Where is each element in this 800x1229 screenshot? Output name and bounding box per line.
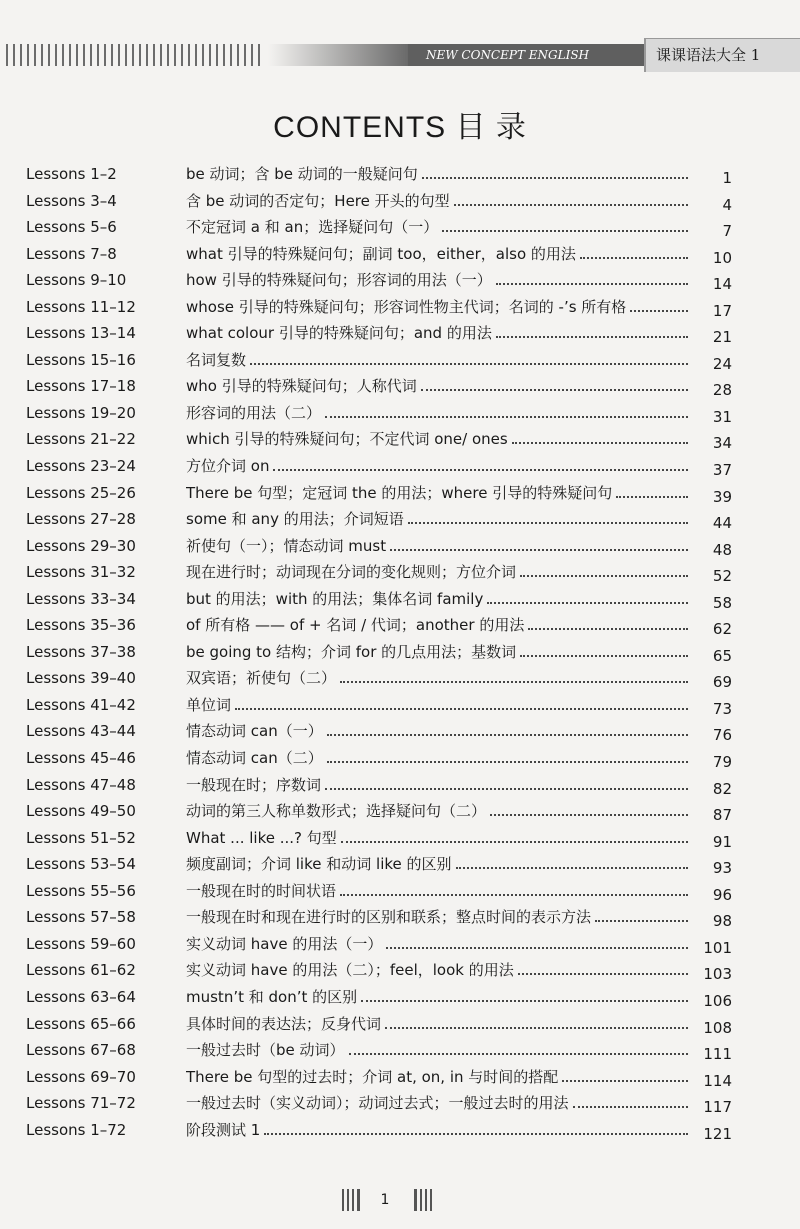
toc-entry: [0, 800, 800, 827]
dot-leader: [250, 349, 688, 365]
lesson-range: Lessons 43–44: [26, 722, 136, 741]
topic-line: [186, 614, 692, 636]
dot-leader: [630, 296, 688, 312]
topic-line: [186, 747, 692, 769]
topic-line: [186, 402, 692, 424]
page-number: 10: [712, 248, 732, 267]
lesson-range: Lessons 49–50: [26, 802, 136, 821]
toc-entry: [0, 747, 800, 774]
toc-entry: [0, 959, 800, 986]
topic-line: [186, 694, 692, 716]
lesson-range: Lessons 39–40: [26, 669, 136, 688]
topic-line: [186, 1092, 692, 1114]
topic-text: 不定冠词 a 和 an；选择疑问句（一）: [186, 218, 439, 237]
page-number: 24: [712, 354, 732, 373]
topic-line: [186, 1066, 692, 1088]
topic-text: 方位介词 on: [186, 457, 270, 476]
page-number: 58: [712, 593, 732, 612]
topic-text: What ... like ...? 句型: [186, 828, 337, 847]
topic-line: [186, 959, 692, 981]
toc-entry: [0, 455, 800, 482]
dot-leader: [454, 190, 688, 206]
dot-leader: [349, 1039, 688, 1055]
topic-text: 形容词的用法（二）: [186, 403, 322, 422]
lesson-range: Lessons 51–52: [26, 828, 136, 847]
toc-entry: [0, 243, 800, 270]
topic-text: some 和 any 的用法；介词短语: [186, 510, 404, 529]
dot-leader: [518, 959, 688, 975]
dot-leader: [264, 1119, 688, 1135]
toc-entry: [0, 933, 800, 960]
toc-entry: [0, 216, 800, 243]
topic-text: what 引导的特殊疑问句；副词 too，either，also 的用法: [186, 244, 576, 263]
topic-text: There be 句型的过去时；介词 at, on, in 与时间的搭配: [186, 1067, 559, 1086]
topic-line: [186, 190, 692, 212]
topic-line: [186, 853, 692, 875]
lesson-range: Lessons 71–72: [26, 1094, 136, 1113]
dot-leader: [361, 986, 688, 1002]
toc-entry: [0, 482, 800, 509]
toc-entry: [0, 986, 800, 1013]
lesson-range: Lessons 17–18: [26, 377, 136, 396]
dot-leader: [442, 216, 688, 232]
page-number: 21: [712, 328, 732, 347]
page-number: 101: [703, 938, 732, 957]
toc-entry: [0, 880, 800, 907]
topic-text: 情态动词 can（一）: [186, 722, 323, 741]
page-number: 31: [712, 407, 732, 426]
book-title-tab: 课课语法大全 1: [644, 38, 800, 72]
lesson-range: Lessons 37–38: [26, 642, 136, 661]
page-number: 121: [703, 1124, 732, 1143]
topic-line: [186, 428, 692, 450]
topic-line: [186, 163, 692, 185]
page-number: 62: [712, 620, 732, 639]
topic-text: whose 引导的特殊疑问句；形容词性物主代词；名词的 -’s 所有格: [186, 297, 627, 316]
page-number: 106: [703, 991, 732, 1010]
footer-page-number: 1: [380, 1192, 390, 1208]
toc-entry: [0, 322, 800, 349]
lesson-range: Lessons 57–58: [26, 908, 136, 927]
lesson-range: Lessons 31–32: [26, 563, 136, 582]
toc-entry: [0, 641, 800, 668]
page-number: 1: [722, 169, 732, 187]
topic-text: 情态动词 can（二）: [186, 749, 323, 768]
dot-leader: [340, 880, 688, 896]
dot-leader: [562, 1066, 688, 1082]
series-title: NEW CONCEPT ENGLISH: [408, 44, 644, 66]
dot-leader: [573, 1092, 688, 1108]
page-number: 4: [722, 195, 732, 214]
page-number: 79: [712, 753, 732, 772]
toc-entry: [0, 1039, 800, 1066]
toc-entry: [0, 827, 800, 854]
dot-leader: [496, 322, 688, 338]
dot-leader: [421, 375, 688, 391]
page-number: 76: [712, 726, 732, 745]
toc-entry: [0, 296, 800, 323]
lesson-range: Lessons 5–6: [26, 218, 117, 237]
toc-entry: [0, 1092, 800, 1119]
dot-leader: [487, 588, 688, 604]
lesson-range: Lessons 35–36: [26, 616, 136, 635]
lesson-range: Lessons 19–20: [26, 403, 136, 422]
dot-leader: [273, 455, 688, 471]
lesson-range: Lessons 27–28: [26, 510, 136, 529]
toc-entry: [0, 428, 800, 455]
topic-text: 阶段测试 1: [186, 1120, 261, 1139]
dot-leader: [325, 774, 688, 790]
page-number: 73: [712, 699, 732, 718]
dot-leader: [528, 614, 688, 630]
lesson-range: Lessons 25–26: [26, 483, 136, 502]
dot-leader: [327, 720, 688, 736]
topic-line: [186, 322, 692, 344]
page-number: 93: [712, 859, 732, 878]
table-of-contents: [0, 163, 800, 1145]
toc-entry: [0, 720, 800, 747]
dot-leader: [595, 906, 688, 922]
topic-text: 名词复数: [186, 350, 247, 369]
dot-leader: [520, 561, 688, 577]
dot-leader: [325, 402, 688, 418]
topic-line: [186, 880, 692, 902]
topic-text: 频度副词；介词 like 和动词 like 的区别: [186, 855, 452, 874]
page-number: 98: [712, 912, 732, 931]
toc-entry: [0, 535, 800, 562]
lesson-range: Lessons 67–68: [26, 1041, 136, 1060]
topic-line: [186, 906, 692, 928]
footer-bars-right: [414, 1189, 432, 1211]
dot-leader: [327, 747, 688, 763]
toc-entry: [0, 588, 800, 615]
dot-leader: [456, 853, 688, 869]
toc-entry: [0, 667, 800, 694]
lesson-range: Lessons 21–22: [26, 430, 136, 449]
lesson-range: Lessons 41–42: [26, 695, 136, 714]
lesson-range: Lessons 33–34: [26, 589, 136, 608]
lesson-range: Lessons 1–72: [26, 1120, 127, 1139]
lesson-range: Lessons 29–30: [26, 536, 136, 555]
toc-entry: [0, 269, 800, 296]
lesson-range: Lessons 15–16: [26, 350, 136, 369]
toc-entry: [0, 1013, 800, 1040]
topic-text: 实义动词 have 的用法（一）: [186, 934, 383, 953]
lesson-range: Lessons 45–46: [26, 749, 136, 768]
page-number: 14: [712, 275, 732, 294]
topic-line: [186, 800, 692, 822]
page-number: 28: [712, 381, 732, 400]
lesson-range: Lessons 13–14: [26, 324, 136, 343]
topic-line: [186, 508, 692, 530]
page-number: 91: [712, 832, 732, 851]
topic-line: [186, 1013, 692, 1035]
toc-entry: [0, 375, 800, 402]
topic-line: [186, 827, 692, 849]
topic-text: 实义动词 have 的用法（二）；feel，look 的用法: [186, 961, 514, 980]
toc-entry: [0, 614, 800, 641]
dot-leader: [386, 933, 688, 949]
page-number: 82: [712, 779, 732, 798]
dot-leader: [422, 163, 688, 179]
toc-entry: [0, 1066, 800, 1093]
dot-leader: [580, 243, 688, 259]
lesson-range: Lessons 11–12: [26, 297, 136, 316]
toc-entry: [0, 508, 800, 535]
dot-leader: [235, 694, 688, 710]
header-hatch-decoration: [6, 44, 264, 66]
lesson-range: Lessons 9–10: [26, 271, 127, 290]
dot-leader: [512, 428, 688, 444]
page-number: 34: [712, 434, 732, 453]
topic-text: 祈使句（一）；情态动词 must: [186, 536, 387, 555]
topic-line: [186, 561, 692, 583]
dot-leader: [390, 535, 688, 551]
topic-text: 现在进行时；动词现在分词的变化规则；方位介词: [186, 563, 517, 582]
dot-leader: [616, 482, 688, 498]
toc-entry: [0, 1119, 800, 1146]
lesson-range: Lessons 61–62: [26, 961, 136, 980]
topic-text: 具体时间的表达法；反身代词: [186, 1014, 382, 1033]
page-footer: [0, 1188, 800, 1212]
topic-text: There be 句型；定冠词 the 的用法；where 引导的特殊疑问句: [186, 483, 613, 502]
toc-entry: [0, 163, 800, 190]
topic-line: [186, 455, 692, 477]
dot-leader: [520, 641, 688, 657]
topic-text: be going to 结构；介词 for 的几点用法；基数词: [186, 642, 517, 661]
page-number: 48: [712, 540, 732, 559]
page-number: 37: [712, 461, 732, 480]
topic-line: [186, 667, 692, 689]
topic-text: but 的用法；with 的用法；集体名词 family: [186, 589, 484, 608]
page-number: 65: [712, 646, 732, 665]
topic-text: 单位词: [186, 695, 232, 714]
topic-text: 一般过去时（be 动词）: [186, 1041, 345, 1060]
page-number: 69: [712, 673, 732, 692]
lesson-range: Lessons 47–48: [26, 775, 136, 794]
lesson-range: Lessons 65–66: [26, 1014, 136, 1033]
topic-line: [186, 588, 692, 610]
lesson-range: Lessons 1–2: [26, 165, 117, 183]
page-number: 114: [703, 1071, 732, 1090]
topic-text: mustn’t 和 don’t 的区别: [186, 987, 358, 1006]
topic-text: how 引导的特殊疑问句；形容词的用法（一）: [186, 271, 492, 290]
topic-line: [186, 216, 692, 238]
page-number: 7: [722, 222, 732, 241]
page-number: 108: [703, 1018, 732, 1037]
topic-line: [186, 1039, 692, 1061]
toc-entry: [0, 402, 800, 429]
topic-text: 双宾语；祈使句（二）: [186, 669, 337, 688]
page-number: 44: [712, 514, 732, 533]
topic-line: [186, 933, 692, 955]
topic-line: [186, 269, 692, 291]
topic-line: [186, 296, 692, 318]
page-number: 111: [703, 1045, 732, 1064]
page-number: 87: [712, 806, 732, 825]
lesson-range: Lessons 55–56: [26, 881, 136, 900]
lesson-range: Lessons 63–64: [26, 987, 136, 1006]
topic-text: who 引导的特殊疑问句；人称代词: [186, 377, 417, 396]
toc-entry: [0, 190, 800, 217]
lesson-range: Lessons 7–8: [26, 244, 117, 263]
toc-entry: [0, 561, 800, 588]
topic-line: [186, 774, 692, 796]
page-number: 103: [703, 965, 732, 984]
topic-text: 一般过去时（实义动词）；动词过去式；一般过去时的用法: [186, 1094, 569, 1113]
page-number: 117: [703, 1098, 732, 1117]
dot-leader: [496, 269, 688, 285]
dot-leader: [340, 667, 688, 683]
dot-leader: [408, 508, 688, 524]
toc-entry: [0, 853, 800, 880]
toc-entry: [0, 906, 800, 933]
running-header: [0, 38, 800, 72]
page-number: 52: [712, 567, 732, 586]
page-number: 39: [712, 487, 732, 506]
toc-entry: [0, 349, 800, 376]
header-gradient-band: [268, 44, 408, 66]
topic-text: 一般现在时；序数词: [186, 775, 322, 794]
lesson-range: Lessons 23–24: [26, 457, 136, 476]
topic-line: [186, 535, 692, 557]
topic-line: [186, 243, 692, 265]
topic-text: 一般现在时的时间状语: [186, 881, 337, 900]
topic-line: [186, 986, 692, 1008]
lesson-range: Lessons 53–54: [26, 855, 136, 874]
topic-line: [186, 349, 692, 371]
topic-line: [186, 482, 692, 504]
topic-line: [186, 375, 692, 397]
topic-text: 动词的第三人称单数形式；选择疑问句（二）: [186, 802, 487, 821]
topic-text: be 动词；含 be 动词的一般疑问句: [186, 165, 418, 183]
lesson-range: Lessons 3–4: [26, 191, 117, 210]
page-title: CONTENTS 目 录: [273, 111, 527, 144]
lesson-range: Lessons 69–70: [26, 1067, 136, 1086]
dot-leader: [341, 827, 688, 843]
topic-line: [186, 720, 692, 742]
topic-text: which 引导的特殊疑问句；不定代词 one/ ones: [186, 430, 508, 449]
toc-entry: [0, 774, 800, 801]
topic-text: what colour 引导的特殊疑问句；and 的用法: [186, 324, 492, 343]
page-number: 96: [712, 885, 732, 904]
topic-line: [186, 641, 692, 663]
lesson-range: Lessons 59–60: [26, 934, 136, 953]
toc-entry: [0, 694, 800, 721]
topic-line: [186, 1119, 692, 1141]
footer-bars-left: [342, 1189, 360, 1211]
topic-text: 一般现在时和现在进行时的区别和联系；整点时间的表示方法: [186, 908, 592, 927]
dot-leader: [490, 800, 688, 816]
topic-text: of 所有格 —— of + 名词 / 代词；another 的用法: [186, 616, 525, 635]
dot-leader: [385, 1013, 688, 1029]
topic-text: 含 be 动词的否定句；Here 开头的句型: [186, 191, 450, 210]
page-number: 17: [712, 301, 732, 320]
